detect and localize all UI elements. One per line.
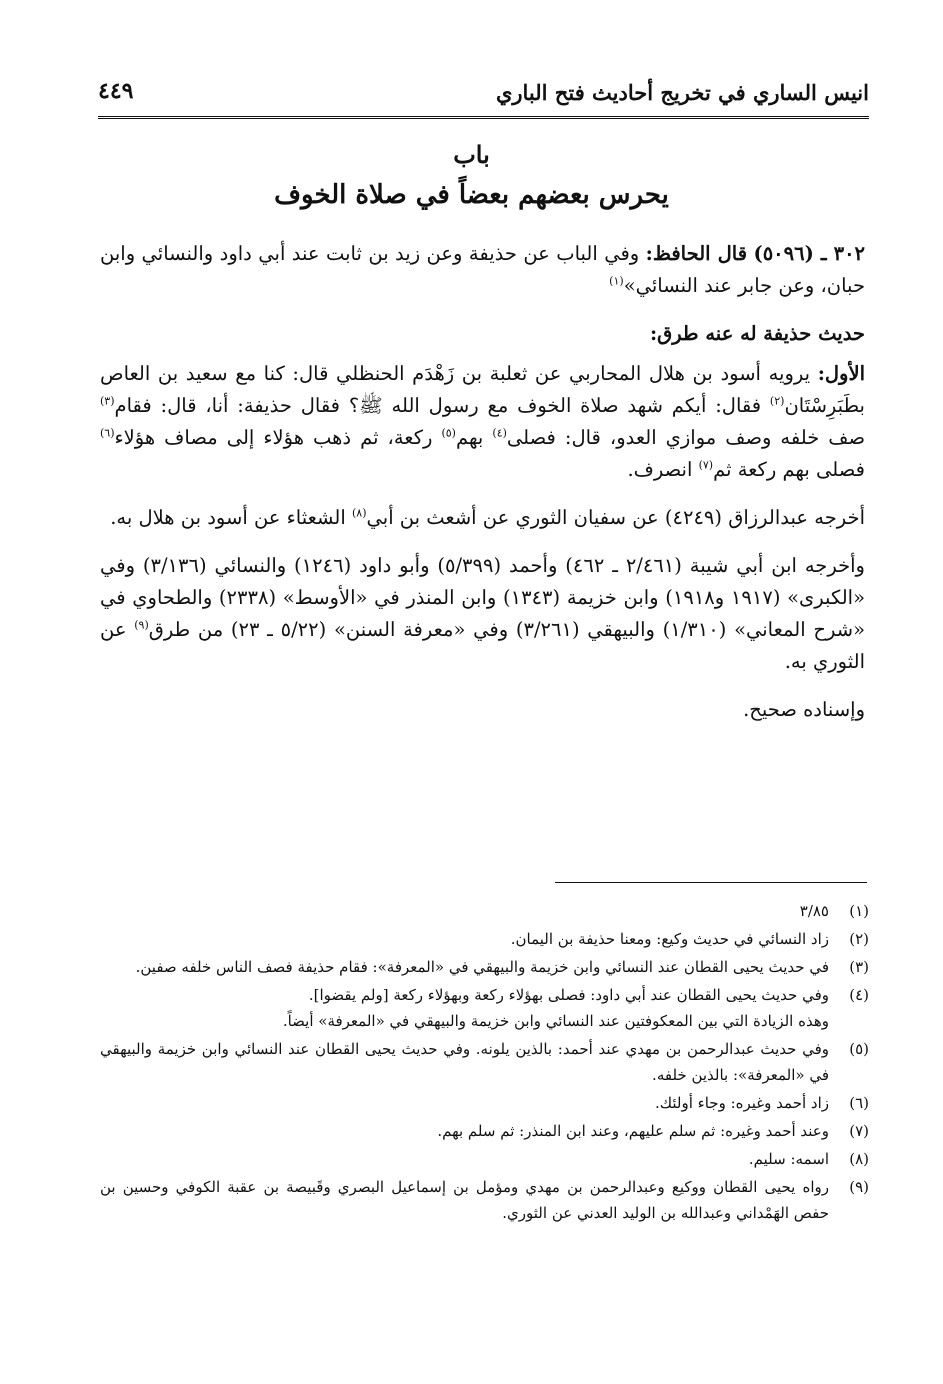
sources-paragraph — [100, 550, 865, 678]
footnote-ref-3: (٣) — [100, 394, 115, 408]
footnote-number: (٣) — [849, 958, 869, 976]
sources-text-b: عن الثوري به. — [100, 618, 865, 673]
footnote-line: وفي حديث يحيى القطان عند أبي داود: فصلى بهؤلاء ركعة وبهؤلاء ركعة [ولم يقضوا]. — [308, 986, 829, 1004]
footnote-line: ٣/٨٥ — [799, 902, 829, 920]
footnote-text — [100, 898, 829, 924]
running-title: انيس الساري في تخريج أحاديث فتح الباري — [495, 80, 869, 105]
hudhayfa-heading: حديث حذيفة له عنه طرق: — [649, 322, 865, 345]
first-text-b: فقال: أيكم شهد صلاة الخوف مع رسول الله ﷺ؟ فقال حذيفة: أنا، قال: فقام — [114, 394, 762, 417]
first-text-f: فصلى بهم ركعة ثم — [713, 458, 865, 481]
footnote-line: رواه يحيى القطان ووكيع وعبدالرحمن بن مهدي ومؤمل بن إسماعيل البصري وقَبيصة بن عقبة الكوفي وحسين بن حفص الهَمْداني وعبدالله بن الوليد العدني عن الثوري. — [100, 1178, 829, 1222]
footnote-ref-2: (٢) — [769, 394, 785, 408]
footnote-number: (١) — [849, 902, 869, 920]
footnote-ref-7: (٧) — [698, 458, 714, 472]
footnote-line: زاد النسائي في حديث وكيع: ومعنا حذيفة بن اليمان. — [510, 930, 829, 948]
first-route-paragraph — [100, 358, 865, 486]
isnad-verdict: وإسناده صحيح. — [743, 698, 865, 721]
chapter-title: يحرس بعضهم بعضاً في صلاة الخوف — [274, 180, 669, 210]
section-label: باب — [453, 140, 490, 169]
body-text — [100, 238, 865, 742]
first-text-g: انصرف. — [627, 458, 693, 481]
footnote-ref-1: (١) — [609, 274, 624, 288]
footnote-item — [100, 1146, 869, 1172]
footnote-number: (٤) — [849, 986, 869, 1004]
footnote-item — [100, 954, 869, 980]
footnote-item — [100, 982, 869, 1034]
footnote-number: (٧) — [849, 1122, 869, 1140]
sources-text-a: وأخرجه ابن أبي شيبة (٢/٤٦١ ـ ٤٦٢) وأحمد (٥/٣٩٩) وأبو داود (١٢٤٦) والنسائي (٣/١٣٦) وفي «الكبرى» (١٩١٧ و١٩١٨) وابن خزيمة (١٣٤٣) وابن المنذر في «الأوسط» (٢٣٣٨) والطحاوي في «شرح المعاني» (١/٣١٠) والبيهقي (٣/٢٦١) وفي «معرفة السنن» (٥/٢٢ ـ ٢٣) من طرق — [100, 554, 866, 641]
first-text-d: بهم — [455, 426, 484, 449]
footnote-text — [100, 1090, 829, 1116]
hafiz-label: قال الحافظ: — [645, 242, 748, 265]
footnote-line: وفي حديث عبدالرحمن بن مهدي عند أحمد: بالذين يلونه. وفي حديث يحيى القطان عند النسائي وابن خزيمة والبيهقي في «المعرفة»: بالذين خلفه. — [100, 1040, 829, 1084]
footnote-ref-5: (٥) — [441, 426, 456, 440]
footnotes — [100, 898, 869, 1228]
footnote-ref-6: (٦) — [100, 426, 115, 440]
first-text-e: ركعة، ثم ذهب هؤلاء إلى مصاف هؤلاء — [114, 426, 433, 449]
footnote-text — [100, 1174, 829, 1226]
hafiz-text: وفي الباب عن حذيفة وعن زيد بن ثابت عند أبي داود والنسائي وابن حبان، وعن جابر عند النسائي» — [100, 242, 865, 297]
akhraja-text-a: أخرجه عبدالرزاق (٤٢٤٩) عن سفيان الثوري عن أشعث بن أبي — [366, 506, 865, 529]
page-number: ٤٤٩ — [98, 78, 134, 104]
footnote-item — [100, 1174, 869, 1226]
hafiz-paragraph — [100, 238, 865, 302]
footnote-line: وعند أحمد وغيره: ثم سلم عليهم، وعند ابن المنذر: ثم سلم بهم. — [437, 1122, 829, 1140]
footnote-line: اسمه: سليم. — [748, 1150, 829, 1168]
running-header — [98, 70, 869, 119]
footnote-ref-9: (٩) — [134, 618, 149, 632]
first-label: الأول: — [817, 362, 866, 385]
entry-number: ٣٠٢ ـ (٥٠٩٦) — [753, 242, 866, 265]
footnote-text — [100, 926, 829, 952]
footnote-text — [100, 954, 829, 980]
footnote-ref-8: (٨) — [352, 506, 367, 520]
footnote-text — [100, 1118, 829, 1144]
footnote-item — [100, 926, 869, 952]
footnote-item — [100, 898, 869, 924]
footnote-text — [100, 982, 829, 1034]
footnote-text — [100, 1036, 829, 1088]
footnote-number: (٥) — [849, 1040, 869, 1058]
footnote-number: (٨) — [849, 1150, 869, 1168]
footnote-line: في حديث يحيى القطان عند النسائي وابن خزيمة والبيهقي في «المعرفة»: فقام حذيفة فصف الناس خلفه صفين. — [135, 958, 829, 976]
footnote-separator — [555, 882, 867, 883]
footnote-line: زاد أحمد وغيره: وجاء أولئك. — [654, 1094, 829, 1112]
akhraja-text-b: الشعثاء عن أسود بن هلال به. — [110, 506, 346, 529]
abdurrazzaq-paragraph — [100, 502, 865, 534]
footnote-number: (٢) — [849, 930, 869, 948]
footnote-item — [100, 1036, 869, 1088]
footnote-text — [100, 1146, 829, 1172]
footnote-item — [100, 1118, 869, 1144]
footnote-line: وهذه الزيادة التي بين المعكوفتين عند النسائي وابن خزيمة والبيهقي في «المعرفة» أيضاً. — [282, 1012, 829, 1030]
first-text-c: صف خلفه وصف موازي العدو، قال: فصلى — [506, 426, 866, 449]
footnote-ref-4: (٤) — [492, 426, 507, 440]
footnote-number: (٦) — [849, 1094, 869, 1112]
footnote-number: (٩) — [849, 1178, 869, 1196]
first-text-a: يرويه أسود بن هلال المحاربي عن ثعلبة بن زَهْدَم الحنظلي قال: كنا مع سعيد بن العاص بطَبَرِسْتَان — [100, 362, 865, 417]
footnote-item — [100, 1090, 869, 1116]
